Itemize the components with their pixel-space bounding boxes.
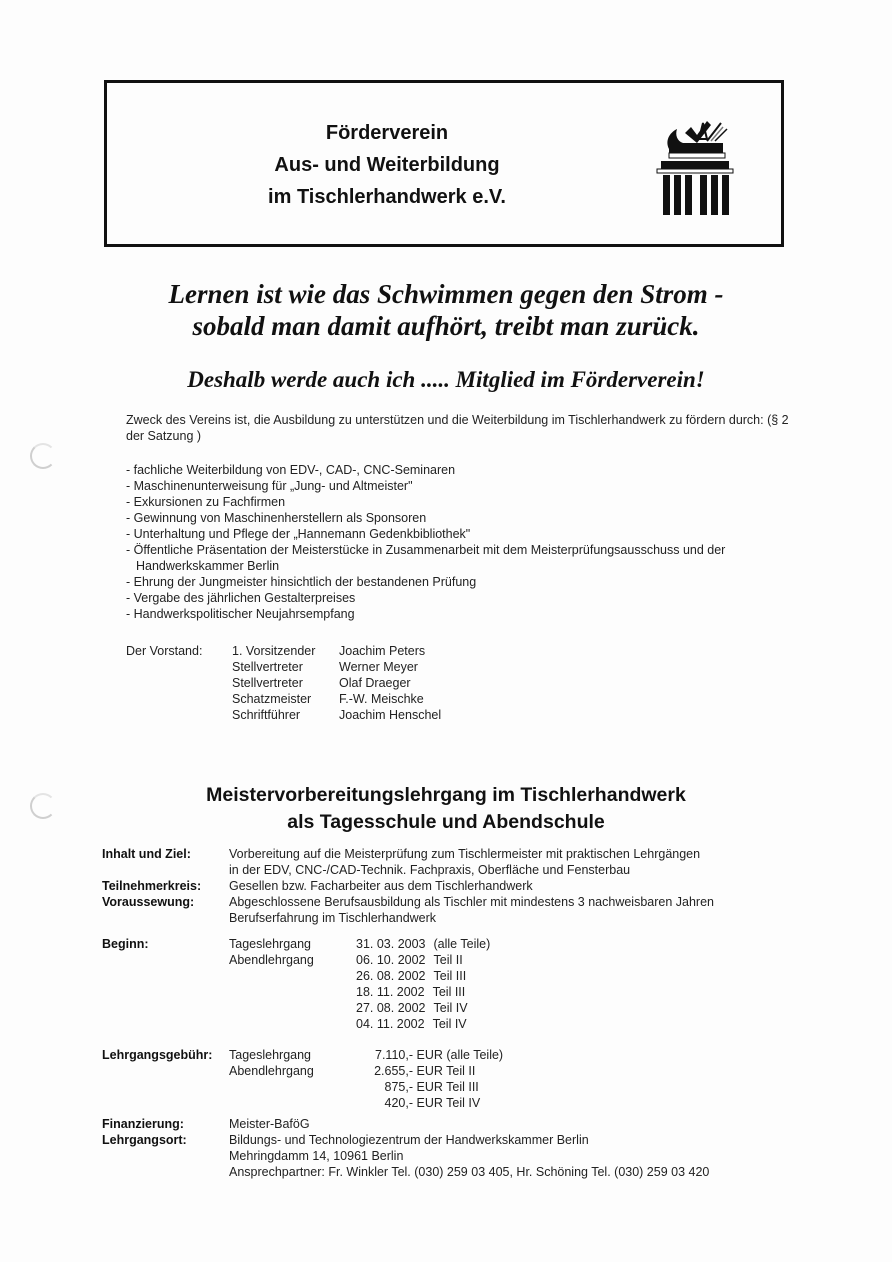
board-member xyxy=(232,643,425,659)
start-part: Teil III xyxy=(432,985,466,999)
board-role: Schatzmeister xyxy=(232,692,312,706)
course-title xyxy=(0,782,892,836)
goal-item: - Unterhaltung und Pflege der „Hannemann Gedenkbibliothek" xyxy=(126,527,471,541)
goal-item: - Handwerkspolitischer Neujahrsempfang xyxy=(126,607,355,621)
board-member xyxy=(232,659,418,675)
requirements-line-1: Abgeschlossene Berufsausbildung als Tischler mit mindestens 3 nachweisbaren Jahren xyxy=(229,895,714,909)
start-part: Teil III xyxy=(433,969,467,983)
goal-item: - Öffentliche Präsentation der Meisterstücke in Zusammenarbeit mit dem Meisterprüfungsausschuss und der Handwerkskammer Berlin xyxy=(126,543,726,573)
location-label: Lehrgangsort: xyxy=(102,1133,187,1147)
start-part: Teil II xyxy=(433,953,463,967)
location-value xyxy=(229,1132,789,1180)
fee-desc: EUR Teil II xyxy=(416,1064,476,1078)
participants-value: Gesellen bzw. Facharbeiter aus dem Tischlerhandwerk xyxy=(229,879,533,893)
board-name: Werner Meyer xyxy=(339,660,418,674)
content-line-1: Vorbereitung auf die Meisterprüfung zum Tischlermeister mit praktischen Lehrgängen xyxy=(229,847,701,861)
requirements-label: Voraussewung: xyxy=(102,895,195,909)
start-date-entry xyxy=(356,968,466,984)
fee-desc: EUR (alle Teile) xyxy=(416,1048,504,1062)
participants-label: Teilnehmerkreis: xyxy=(102,879,202,893)
start-dates-row xyxy=(102,936,782,1036)
goal-item: - fachliche Weiterbildung von EDV-, CAD-, CNC-Seminaren xyxy=(126,463,456,477)
goal-item: - Exkursionen zu Fachfirmen xyxy=(126,495,286,509)
board-role: Stellvertreter xyxy=(232,660,303,674)
board-role: 1. Vorsitzender xyxy=(232,644,316,658)
start-date-entry xyxy=(356,984,465,1000)
goal-item: - Maschinenunterweisung für „Jung- und Altmeister" xyxy=(126,479,413,493)
board-label: Der Vorstand: xyxy=(126,644,203,658)
board-role: Schriftführer xyxy=(232,708,301,722)
punch-hole-top xyxy=(30,443,56,469)
start-date: 04. 11. 2002 xyxy=(356,1017,425,1031)
course-title-line-2: als Tagesschule und Abendschule xyxy=(287,811,605,833)
requirements-line-2: Berufserfahrung im Tischlerhandwerk xyxy=(229,911,437,925)
board-name: Joachim Henschel xyxy=(339,708,442,722)
motto-line-1: Lernen ist wie das Schwimmen gegen den Strom - xyxy=(168,279,724,309)
fees-row xyxy=(102,1047,782,1117)
board-name: Olaf Draeger xyxy=(339,676,411,690)
start-part: Teil IV xyxy=(433,1001,468,1015)
fee-entry xyxy=(350,1095,480,1111)
carpentry-logo-icon xyxy=(655,119,735,217)
start-label: Beginn: xyxy=(102,937,149,951)
contact-persons: Ansprechpartner: Fr. Winkler Tel. (030) 259 03 405, Hr. Schöning Tel. (030) 259 03 420 xyxy=(229,1165,710,1179)
start-part: (alle Teile) xyxy=(433,937,491,951)
start-date: 18. 11. 2002 xyxy=(356,985,425,999)
start-date: 31. 03. 2003 xyxy=(356,937,426,951)
location-address: Mehringdamm 14, 10961 Berlin xyxy=(229,1149,404,1163)
start-date-entry xyxy=(356,952,463,968)
goals-list xyxy=(126,462,796,622)
fee-entry xyxy=(350,1079,479,1095)
evening-course-label: Abendlehrgang xyxy=(229,953,314,967)
title-line-2: Aus- und Weiterbildung xyxy=(274,154,500,176)
start-date-entry xyxy=(356,1016,467,1032)
fee-evening-course-label: Abendlehrgang xyxy=(229,1064,314,1078)
financing-value: Meister-BaföG xyxy=(229,1117,310,1131)
start-date: 27. 08. 2002 xyxy=(356,1001,426,1015)
board-name: F.-W. Meischke xyxy=(339,692,424,706)
fee-amount: 420,- xyxy=(384,1096,413,1110)
motto-line-2: sobald man damit aufhört, treibt man zurück. xyxy=(192,311,700,341)
start-date: 06. 10. 2002 xyxy=(356,953,426,967)
title-line-1: Förderverein xyxy=(325,122,449,144)
financing-label: Finanzierung: xyxy=(102,1117,184,1131)
motto-quote xyxy=(0,278,892,342)
goal-item: - Vergabe des jährlichen Gestalterpreises xyxy=(126,591,356,605)
goal-item: - Ehrung der Jungmeister hinsichtlich der bestandenen Prüfung xyxy=(126,575,477,589)
board-name: Joachim Peters xyxy=(339,644,426,658)
board-role: Stellvertreter xyxy=(232,676,303,690)
fees-label: Lehrgangsgebühr: xyxy=(102,1048,213,1062)
fee-amount: 7.110,- xyxy=(375,1048,413,1062)
content-label: Inhalt und Ziel: xyxy=(102,847,191,861)
start-date-entry xyxy=(356,1000,468,1016)
association-purpose: Zweck des Vereins ist, die Ausbildung zu unterstützen und die Weiterbildung im Tischlerhandwerk zu fördern durch: (§ 2 der Satzung ) xyxy=(126,413,789,443)
title-line-3: im Tischlerhandwerk e.V. xyxy=(268,186,506,208)
fee-desc: EUR Teil III xyxy=(416,1080,479,1094)
start-date-entry xyxy=(356,936,490,952)
course-title-line-1: Meistervorbereitungslehrgang im Tischlerhandwerk xyxy=(206,784,686,806)
membership-call-to-action: Deshalb werde auch ich ..... Mitglied im Förderverein! xyxy=(187,367,705,392)
content-line-2: in der EDV, CNC-/CAD-Technik. Fachpraxis, Oberfläche und Fensterbau xyxy=(229,863,631,877)
start-part: Teil IV xyxy=(432,1017,467,1031)
day-course-label: Tageslehrgang xyxy=(229,937,312,951)
content-value xyxy=(229,846,769,878)
fee-entry xyxy=(350,1047,503,1063)
fee-amount: 875,- xyxy=(384,1080,413,1094)
goal-item: - Gewinnung von Maschinenherstellern als Sponsoren xyxy=(126,511,427,525)
board-member xyxy=(232,691,424,707)
start-date: 26. 08. 2002 xyxy=(356,969,426,983)
board-member xyxy=(232,707,441,723)
requirements-value xyxy=(229,894,769,926)
header-box xyxy=(104,80,784,247)
fee-amount: 2.655,- xyxy=(374,1064,413,1078)
board-member xyxy=(232,675,411,691)
fee-desc: EUR Teil IV xyxy=(416,1096,481,1110)
fee-entry xyxy=(350,1063,475,1079)
fee-day-course-label: Tageslehrgang xyxy=(229,1048,312,1062)
organization-title xyxy=(237,117,537,213)
location-line-1: Bildungs- und Technologiezentrum der Handwerkskammer Berlin xyxy=(229,1133,589,1147)
